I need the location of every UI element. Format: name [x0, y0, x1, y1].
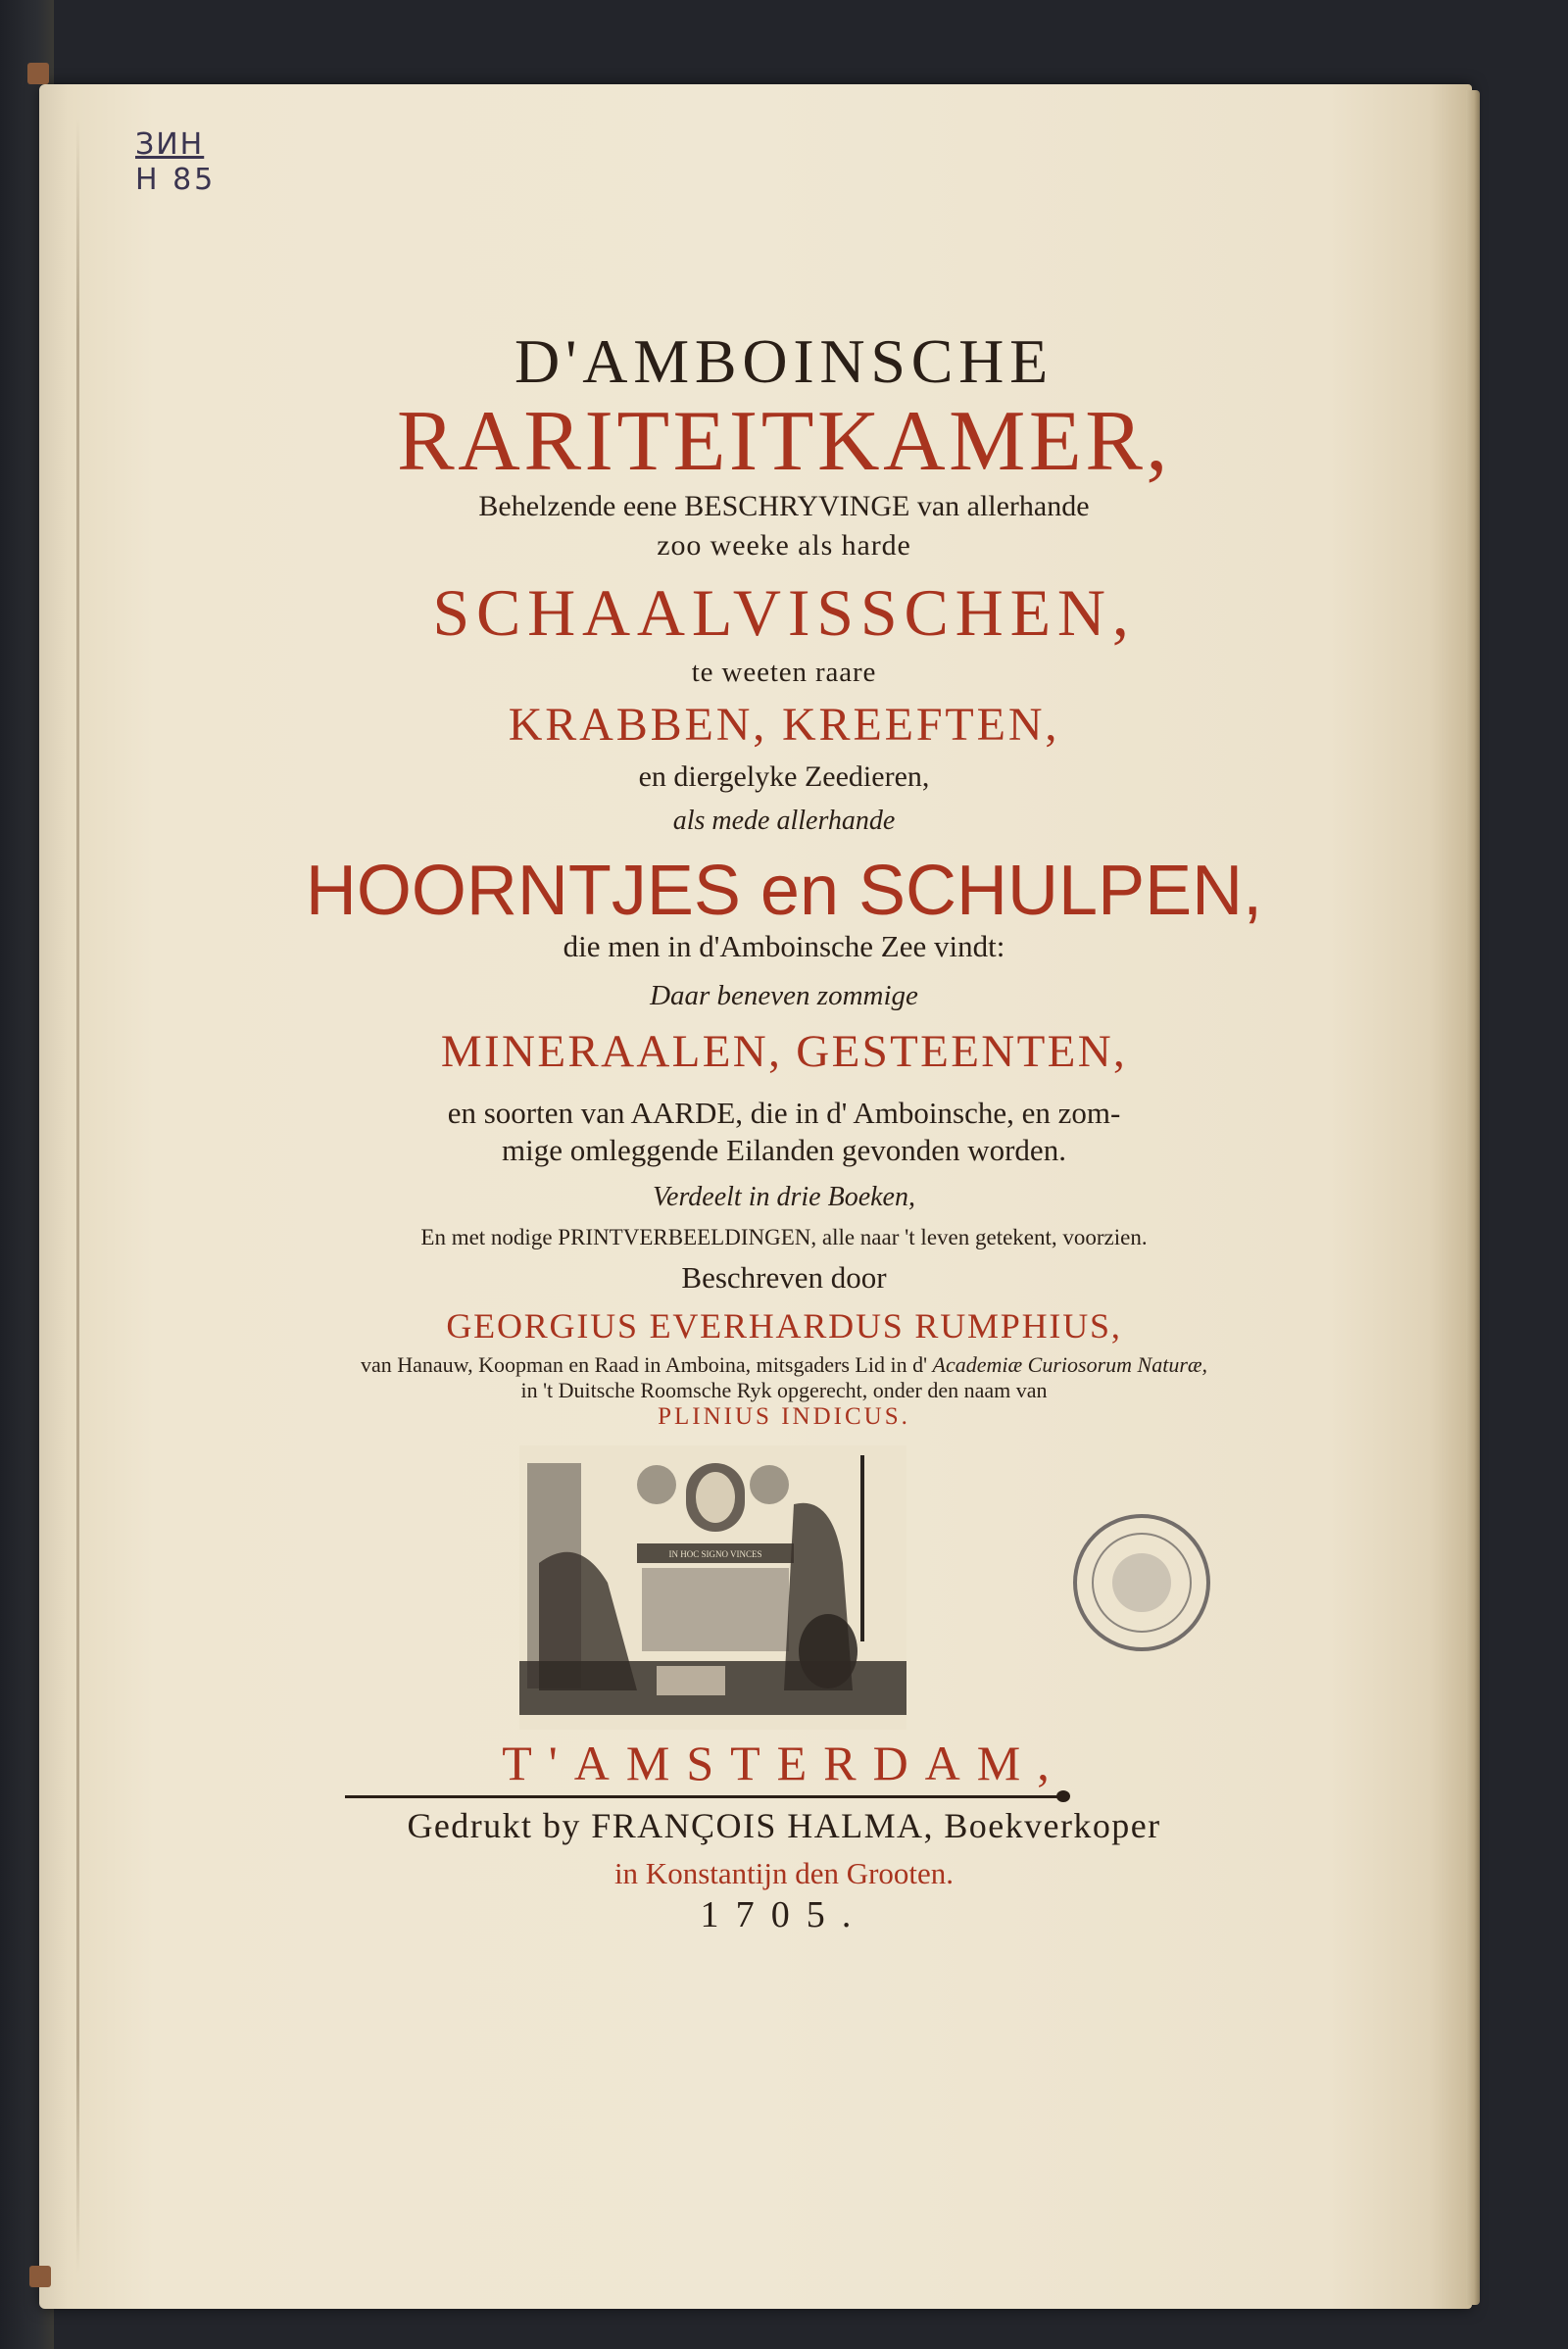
- author-pseudonym: PLINIUS INDICUS.: [658, 1403, 910, 1430]
- imprint-address: in Konstantijn den Grooten.: [613, 1856, 955, 1890]
- title-line-17: En met nodige PRINTVERBEELDINGEN, alle naar 't leven getekent, voorzien.: [420, 1225, 1148, 1249]
- shelfmark-line1: ЗИН: [135, 127, 205, 162]
- title-line-12: Daar beneven zommige: [650, 980, 918, 1011]
- title-line-16: Verdeelt in drie Boeken,: [653, 1182, 915, 1212]
- imprint-year: 1705.: [700, 1894, 868, 1935]
- title-line-14: en soorten van AARDE, die in d' Amboinsche, en zom-: [447, 1096, 1121, 1130]
- title-line-11: die men in d'Amboinsche Zee vindt:: [563, 929, 1005, 963]
- author-description: van Hanauw, Koopman en Raad in Amboina, mitsgaders Lid in d': [360, 1352, 928, 1377]
- stamp-emblem: [1112, 1553, 1171, 1612]
- imprint-printer: Gedrukt by FRANÇOIS HALMA, Boekverkoper: [407, 1806, 1161, 1845]
- vignette-cherub-right: [750, 1465, 789, 1504]
- title-hoorntjes: HOORNTJES en SCHULPEN,: [305, 852, 1263, 930]
- title-line-20: [0, 1352, 1568, 1378]
- vignette-motto: IN HOC SIGNO VINCES: [668, 1549, 762, 1559]
- engraved-vignette: [519, 1445, 906, 1730]
- title-line-21: in 't Duitsche Roomsche Ryk opgerecht, onder den naam van: [520, 1378, 1048, 1402]
- title-line-15: mige omleggende Eilanden gevonden worden.: [502, 1133, 1066, 1167]
- title-krabben: KRABBEN, KREEFTEN,: [508, 699, 1060, 751]
- vignette-portrait: [696, 1472, 735, 1523]
- imprint-rule-end: [1056, 1790, 1070, 1802]
- title-schaalvisschen: SCHAALVISSCHEN,: [432, 575, 1136, 650]
- title-line-9: als mede allerhande: [672, 806, 896, 836]
- title-mineraalen: MINERAALEN, GESTEENTEN,: [440, 1026, 1128, 1077]
- title-line-1: D'AMBOINSCHE: [514, 326, 1054, 396]
- shelfmark-line2: H 85: [135, 163, 217, 197]
- vignette-cherub-left: [637, 1465, 676, 1504]
- title-line-3: Behelzende eene BESCHRYVINGE van allerhande: [478, 490, 1090, 522]
- academy-name: Academiæ Curiosorum Naturæ,: [932, 1352, 1208, 1377]
- vignette-book: [657, 1666, 725, 1695]
- binding-tab-bottom: [29, 2266, 51, 2287]
- vignette-scene: [642, 1568, 789, 1651]
- binding-tab-top: [27, 63, 49, 84]
- library-stamp: [1068, 1509, 1215, 1656]
- title-line-8: en diergelyke Zeedieren,: [638, 760, 930, 793]
- title-line-4: zoo weeke als harde: [657, 529, 911, 562]
- imprint-rule: [345, 1795, 1066, 1798]
- title-main: RARITEITKAMER,: [397, 394, 1171, 489]
- title-line-6: te weeten raare: [691, 657, 877, 688]
- author-name: GEORGIUS EVERHARDUS RUMPHIUS,: [446, 1306, 1122, 1346]
- title-line-18: Beschreven door: [681, 1260, 887, 1295]
- imprint-city: T'AMSTERDAM,: [502, 1736, 1066, 1790]
- shelfmark: [135, 127, 216, 198]
